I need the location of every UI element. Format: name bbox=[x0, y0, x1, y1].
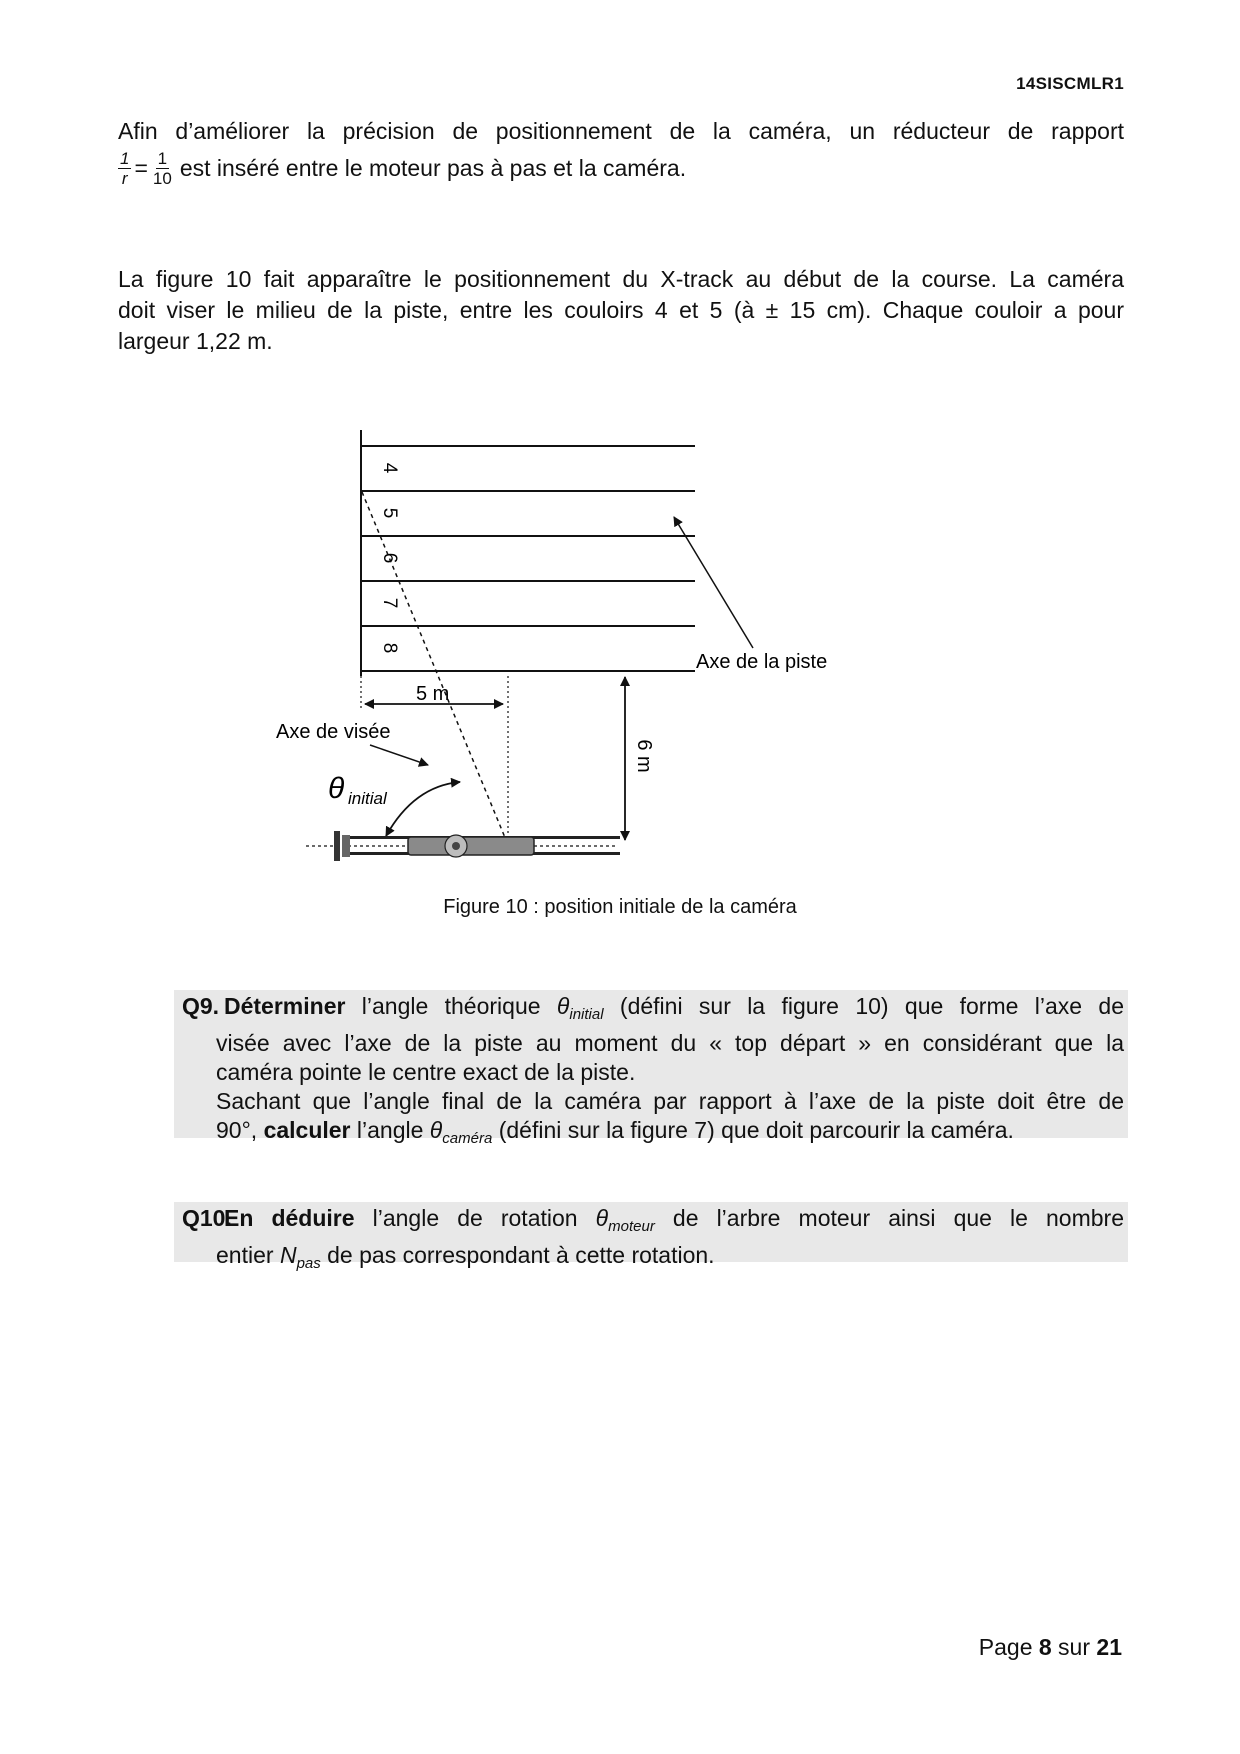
q9-number: Q9. bbox=[182, 993, 220, 1019]
q9-line-1: Q9. Déterminer l’angle théorique $\theta_{initial}$ (défini sur la figure 10) que forme l’axe de bbox=[182, 993, 1124, 1023]
lane-number-5: 5 bbox=[379, 507, 400, 519]
q9-verb-determiner: Déterminer bbox=[224, 993, 346, 1019]
intro-paragraph bbox=[118, 116, 1124, 188]
theta-symbol: θ bbox=[328, 772, 345, 805]
track-axis-label: Axe de la piste bbox=[696, 651, 828, 673]
figure-caption: Figure 10 : position initiale de la caméra bbox=[443, 896, 797, 918]
lane-number-7: 7 bbox=[379, 597, 400, 609]
figure-10-drawing bbox=[276, 420, 940, 890]
track-axis-pointer bbox=[674, 517, 753, 648]
total-pages: 21 bbox=[1096, 1634, 1122, 1660]
dimension-6m-label: 6 m bbox=[633, 739, 655, 773]
paragraph2-line-1: La figure 10 fait apparaître le positionnement du X-track au début de la course. La caméra bbox=[118, 266, 1124, 292]
sight-axis-pointer bbox=[370, 745, 428, 765]
intro-line-1: Afin d’améliorer la précision de positionnement de la caméra, un réducteur de rapport bbox=[118, 118, 1124, 144]
theta-initial-arc bbox=[386, 782, 460, 836]
q9-line-4: Sachant que l’angle final de la caméra par rapport à l’axe de la piste doit être de bbox=[216, 1088, 1124, 1114]
question-q10 bbox=[174, 1202, 1128, 1272]
ratio-fraction-1-over-r: $\frac{1}{r}$ bbox=[120, 149, 130, 188]
q9-verb-calculer: calculer bbox=[263, 1117, 351, 1143]
rail-end-block bbox=[342, 835, 350, 857]
page-number: Page 8 sur 21 bbox=[978, 1634, 1122, 1660]
paragraph2-line-3: largeur 1,22 m. bbox=[118, 328, 273, 354]
q10-line-2: entier $N_{pas}$ de pas correspondant à cette rotation. bbox=[216, 1242, 715, 1272]
camera-carriage bbox=[408, 837, 534, 855]
camera-lens-icon bbox=[452, 842, 460, 850]
paragraph2-line-2: doit viser le milieu de la piste, entre les couloirs 4 et 5 (à ± 15 cm). Chaque couloir a pour bbox=[118, 297, 1124, 323]
theta-subscript: initial bbox=[348, 789, 387, 808]
q9-line-2: visée avec l’axe de la piste au moment du « top départ » en considérant que la bbox=[216, 1030, 1124, 1056]
q10-verb: En déduire bbox=[224, 1205, 355, 1231]
q10-line-1: Q10. En déduire l’angle de rotation $\theta_{moteur}$ de l’arbre moteur ainsi que le nombre bbox=[182, 1205, 1125, 1235]
document-code: 14SISCMLR1 bbox=[1016, 74, 1124, 93]
figure-10 bbox=[276, 420, 940, 890]
figure-intro-paragraph bbox=[118, 264, 1124, 357]
intro-line-2: est inséré entre le moteur pas à pas et la caméra. bbox=[179, 155, 687, 181]
lane-number-8: 8 bbox=[379, 642, 400, 654]
ratio-fraction-1-over-10: $\frac{1}{10}$ bbox=[152, 149, 172, 188]
q10-number: Q10. bbox=[182, 1205, 232, 1231]
lane-number-4: 4 bbox=[379, 462, 400, 474]
rail-end-plate bbox=[334, 831, 340, 861]
question-q9 bbox=[174, 990, 1128, 1147]
q9-line-3: caméra pointe le centre exact de la piste. bbox=[216, 1059, 636, 1085]
sight-axis-label: Axe de visée bbox=[276, 721, 391, 743]
q9-line-5: 90°, calculer l’angle $\theta_{caméra}$ (défini sur la figure 7) que doit parcourir la caméra. bbox=[216, 1117, 1014, 1147]
ratio-line bbox=[118, 149, 1124, 188]
current-page: 8 bbox=[1038, 1634, 1052, 1660]
dimension-5m-label: 5 m bbox=[416, 683, 450, 705]
lane-number-6: 6 bbox=[379, 552, 400, 564]
equals-sign: = bbox=[134, 155, 148, 181]
